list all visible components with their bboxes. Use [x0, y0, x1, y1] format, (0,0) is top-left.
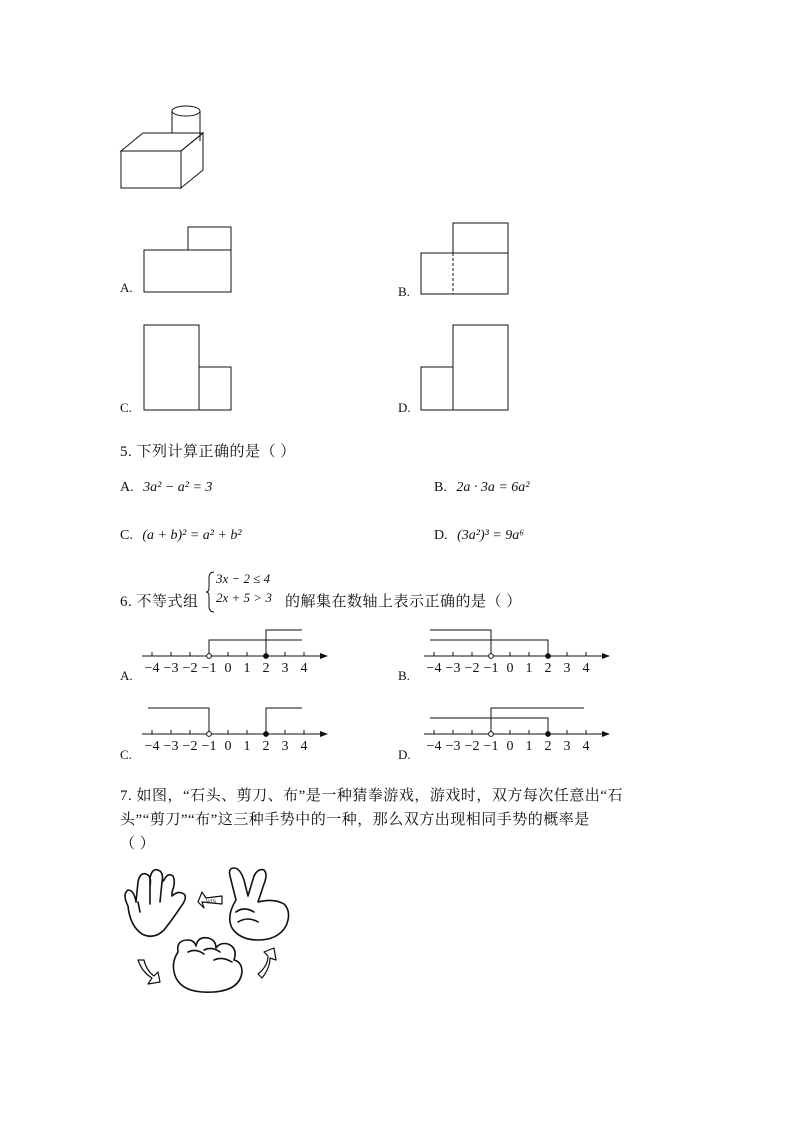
q6-number-line-b — [424, 624, 624, 680]
q6-number-line-a — [142, 624, 342, 680]
q4-option-a-figure — [143, 226, 235, 296]
q5-stem: 5. 下列计算正确的是（ ） — [120, 444, 296, 460]
q6-option-b-label: B. — [398, 668, 410, 683]
closed-dot — [546, 732, 551, 737]
q5-option-a-expr: 3a² − a² = 3 — [143, 480, 213, 495]
q7-line-1: 7. 如图，“石头、剪刀、布”是一种猜拳游戏，游戏时，双方每次任意出“石 — [120, 788, 623, 804]
q4-option-b-label: B. — [398, 284, 410, 299]
q5-option-a-letter: A. — [120, 480, 134, 495]
open-dot — [207, 732, 212, 737]
solution-ray — [430, 630, 491, 656]
q7-line-2: 头”“剪刀”“布”这三种手势中的一种，那么双方出现相同手势的概率是 — [120, 812, 590, 828]
q5-option-c-letter: C. — [120, 528, 133, 543]
tick-label: −1 — [483, 739, 499, 754]
q6-brace — [206, 570, 216, 614]
q6-ineq-1: 3x − 2 ≤ 4 — [216, 571, 271, 586]
q4-option-a-label: A. — [120, 280, 133, 295]
q4-option-c-figure — [143, 324, 235, 414]
tick-label: 2 — [262, 739, 270, 754]
q5-option-b-expr: 2a · 3a = 6a² — [456, 480, 530, 495]
tick-label: −2 — [182, 739, 198, 754]
solution-ray — [491, 708, 584, 734]
tick-label: 1 — [243, 661, 251, 676]
tick-label: −4 — [426, 661, 442, 676]
q6-ineq-2: 2x + 5 > 3 — [216, 590, 272, 605]
solution-ray — [209, 640, 302, 656]
q5-option-b-letter: B. — [434, 480, 447, 495]
tick-label: 0 — [506, 661, 514, 676]
tick-label: 1 — [525, 739, 533, 754]
tick-label: 4 — [300, 661, 308, 676]
q5-option-b — [434, 480, 530, 496]
solid-figure-icon — [118, 103, 208, 193]
q5-option-d-letter: D. — [434, 528, 448, 543]
tick-label: −4 — [144, 739, 160, 754]
tick-label: −3 — [163, 661, 179, 676]
axis-arrow-icon — [320, 653, 328, 659]
tick-label: −2 — [464, 739, 480, 754]
solution-ray — [148, 708, 209, 734]
q7-line-3: （ ） — [120, 836, 156, 852]
axis-arrow-icon — [602, 653, 610, 659]
tick-label: 4 — [582, 739, 590, 754]
tick-label: −2 — [182, 661, 198, 676]
tick-label: −1 — [201, 739, 217, 754]
solution-ray — [266, 630, 302, 656]
tick-label: −3 — [445, 661, 461, 676]
open-dot — [489, 654, 494, 659]
tick-label: 0 — [224, 661, 232, 676]
axis-arrow-icon — [320, 731, 328, 737]
tick-label: 4 — [582, 661, 590, 676]
tick-label: 2 — [262, 661, 270, 676]
q5-option-c-expr: (a + b)² = a² + b² — [142, 528, 242, 543]
tick-label: 4 — [300, 739, 308, 754]
open-dot — [489, 732, 494, 737]
open-dot — [207, 654, 212, 659]
q4-option-d-figure — [420, 324, 512, 414]
tick-label: 3 — [281, 661, 289, 676]
rock-paper-scissors-icon — [118, 868, 298, 996]
solution-ray — [266, 708, 302, 734]
q6-number-line-c — [142, 702, 342, 758]
tick-label: 1 — [243, 739, 251, 754]
q6-option-a-label: A. — [120, 668, 133, 683]
q6-number: 6. 不等式组 — [120, 594, 199, 610]
tick-label: 3 — [281, 739, 289, 754]
solution-ray — [430, 718, 548, 734]
tick-label: −4 — [144, 661, 160, 676]
q6-number-line-d — [424, 702, 624, 758]
q6-option-c-label: C. — [120, 747, 132, 762]
q4-option-c-label: C. — [120, 400, 132, 415]
closed-dot — [264, 654, 269, 659]
tick-label: −1 — [201, 661, 217, 676]
tick-label: −4 — [426, 739, 442, 754]
tick-label: −3 — [163, 739, 179, 754]
q5-option-a — [120, 480, 212, 496]
tick-label: 3 — [563, 661, 571, 676]
tick-label: 2 — [544, 739, 552, 754]
tick-label: 0 — [506, 739, 514, 754]
closed-dot — [546, 654, 551, 659]
q5-option-d-expr: (3a²)³ = 9a⁶ — [457, 528, 525, 543]
q6-tail: 的解集在数轴上表示正确的是（ ） — [285, 594, 522, 610]
tick-label: 3 — [563, 739, 571, 754]
tick-label: −2 — [464, 661, 480, 676]
tick-label: −1 — [483, 661, 499, 676]
closed-dot — [264, 732, 269, 737]
q4-option-b-figure — [420, 222, 512, 298]
q6-option-d-label: D. — [398, 747, 411, 762]
q5-option-d — [434, 528, 524, 544]
tick-label: 0 — [224, 739, 232, 754]
q4-option-d-label: D. — [398, 400, 411, 415]
win-arrow-label: WIN — [206, 900, 216, 905]
tick-label: 2 — [544, 661, 552, 676]
axis-arrow-icon — [602, 731, 610, 737]
tick-label: −3 — [445, 739, 461, 754]
solution-ray — [430, 640, 548, 656]
q5-option-c — [120, 528, 242, 544]
tick-label: 1 — [525, 661, 533, 676]
